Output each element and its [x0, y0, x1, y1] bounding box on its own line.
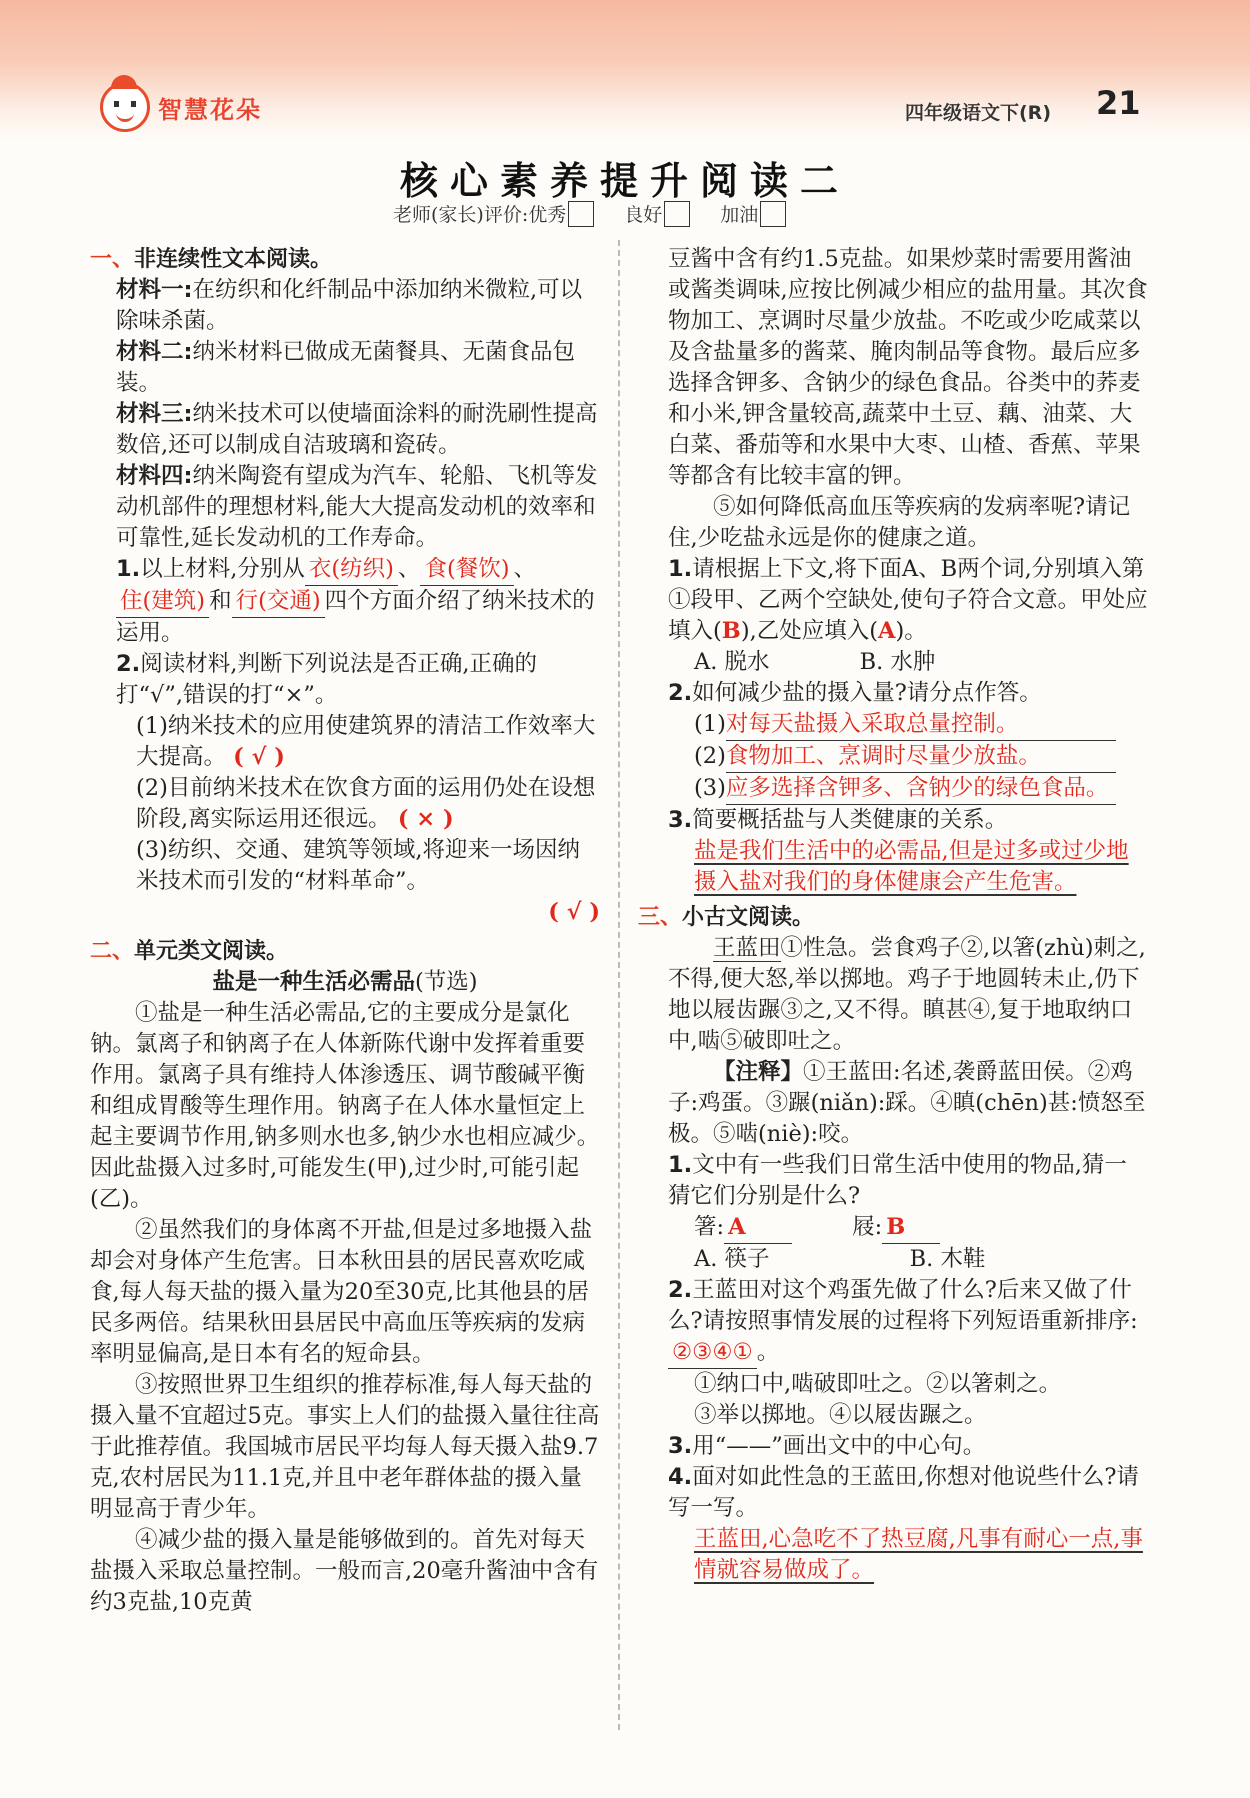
s3-question-4: 4.面对如此性急的王蓝田,你想对他说些什么?请写一写。 [668, 1464, 1139, 1521]
section1-heading: 一、非连续性文本阅读。 [90, 247, 333, 272]
s1-q2-item-1-answer[interactable]: ( √ ) [233, 744, 285, 770]
s3-q2-answer[interactable]: ②③④① [668, 1337, 757, 1369]
s3-question-1: 1.文中有一些我们日常生活中使用的物品,猜一猜它们分别是什么? [668, 1152, 1127, 1209]
s1-q1-answer-2[interactable]: 食(餐饮) [420, 554, 513, 586]
eval-option-excellent: 优秀 [528, 204, 567, 226]
s2-question-1: 1.请根据上下文,将下面A、B两个词,分别填入第①段甲、乙两个空缺处,使句子符合文意。甲处应填入(B),乙处应填入(A)。 [668, 556, 1148, 644]
s1-q2-item-3: (3)纺织、交通、建筑等领域,将迎来一场因纳米技术而引发的“材料革命”。 [136, 837, 581, 894]
s2-q1-answer-a[interactable]: B [721, 618, 741, 644]
section2-heading: 二、单元类文阅读。 [90, 939, 289, 964]
eval-checkbox-keep-going[interactable] [760, 201, 786, 227]
column-divider [618, 240, 620, 1730]
classical-passage: 王蓝田①性急。尝食鸡子②,以箸(zhù)刺之,不得,便大怒,举以掷地。鸡子于地圆转未止,仍下地以屐齿蹍③之,又不得。瞋甚④,复于地取纳口中,啮⑤破即吐之。 [668, 935, 1146, 1054]
s1-q2-item-1: (1)纳米技术的应用使建筑界的清洁工作效率大大提高。 ( √ ) [136, 713, 596, 770]
section3-heading: 三、小古文阅读。 [638, 905, 815, 930]
material-1: 材料一:在纺织和化纤制品中添加纳米微粒,可以除味杀菌。 [116, 277, 583, 334]
s3-q1-answers: 箸: A 屐: B [668, 1212, 1148, 1244]
flower-face-icon [100, 82, 150, 132]
s1-question-1: 1.以上材料,分别从 衣(纺织) 、 食(餐饮) 、住(建筑) 和 行(交通) 四个方面介绍了纳米技术的运用。 [116, 556, 595, 646]
eval-checkbox-excellent[interactable] [568, 201, 594, 227]
article-paragraph-1: ①盐是一种生活必需品,它的主要成分是氯化钠。氯离子和钠离子在人体新陈代谢中发挥着重要作用。氯离子具有维持人体渗透压、调节酸碱平衡和组成胃酸等生理作用。钠离子在人体水量恒定上起主要调节作用,钠多则水也多,钠少水也相应减少。因此盐摄入过多时,可能发生(甲),过少时,可能引起(乙)。 [90, 1000, 600, 1212]
page-number: 21 [1096, 84, 1141, 122]
s3-q4-answer[interactable]: 王蓝田,心急吃不了热豆腐,凡事有耐心一点,事情就容易做成了。 [694, 1526, 1143, 1583]
article-paragraph-4: ④减少盐的摄入量是能够做到的。首先对每天盐摄入采取总量控制。一般而言,20毫升酱油中含有约3克盐,10克黄 [90, 1527, 599, 1615]
article-title: 盐是一种生活必需品(节选) [212, 969, 478, 995]
article-paragraph-5: ⑤如何降低高血压等疾病的发病率呢?请记住,少吃盐永远是你的健康之道。 [668, 494, 1131, 551]
s1-q2-item-2-answer[interactable]: ( × ) [397, 806, 454, 832]
s3-q1-answer-a[interactable]: A [724, 1212, 792, 1244]
eval-option-good: 良好 [624, 204, 663, 226]
s1-q2-item-3-answer[interactable]: ( √ ) [548, 899, 600, 925]
s1-q1-answer-3[interactable]: 住(建筑) [116, 586, 209, 618]
s2-q2-answer-1[interactable]: (1)对每天盐摄入采取总量控制。 [668, 709, 1148, 741]
page-title: 核心素养提升阅读二 [399, 158, 850, 203]
s1-q2-item-2: (2)目前纳米技术在饮食方面的运用仍处在设想阶段,离实际运用还很远。 ( × ) [136, 775, 596, 832]
s2-q3-answer[interactable]: 盐是我们生活中的必需品,但是过多或过少地摄入盐对我们的身体健康会产生危害。 [694, 838, 1129, 895]
material-3: 材料三:纳米技术可以使墙面涂料的耐洗刷性提高数倍,还可以制成自洁玻璃和瓷砖。 [116, 401, 598, 458]
s3-q2-options-2: ③举以掷地。④以屐齿蹍之。 [694, 1402, 987, 1428]
s1-question-2: 2.阅读材料,判断下列说法是否正确,正确的打“√”,错误的打“×”。 [116, 651, 538, 708]
material-2: 材料二:纳米材料已做成无菌餐具、无菌食品包装。 [116, 339, 576, 396]
brand-name: 智慧花朵 [158, 95, 262, 124]
evaluation-label: 老师(家长)评价: [393, 204, 529, 226]
material-4: 材料四:纳米陶瓷有望成为汽车、轮船、飞机等发动机部件的理想材料,能大大提高发动机的效率和可靠性,延长发动机的工作寿命。 [116, 463, 598, 551]
s1-q1-answer-4[interactable]: 行(交通) [232, 586, 325, 618]
s2-question-3: 3.简要概括盐与人类健康的关系。 [668, 807, 1008, 833]
s1-q1-answer-1[interactable]: 衣(纺织) [305, 554, 398, 586]
s2-q1-options: A. 脱水 B. 水肿 [694, 649, 936, 675]
eval-checkbox-good[interactable] [664, 201, 690, 227]
s3-question-3: 3.用“——”画出文中的中心句。 [668, 1433, 986, 1459]
s3-q1-options: A. 筷子 B. 木鞋 [694, 1246, 986, 1272]
s3-q2-options-1: ①纳口中,啮破即吐之。②以箸刺之。 [694, 1371, 1062, 1397]
grade-subject: 四年级语文下(R) [905, 102, 1051, 124]
eval-option-keep-going: 加油 [720, 204, 759, 226]
passage-notes: 【注释】①王蓝田:名述,袭爵蓝田侯。②鸡子:鸡蛋。③蹍(niǎn):踩。④瞋(chēn)甚:愤怒至极。⑤啮(niè):咬。 [668, 1059, 1146, 1147]
evaluation-row [393, 200, 816, 227]
article-paragraph-2: ②虽然我们的身体离不开盐,但是过多地摄入盐却会对身体产生危害。日本秋田县的居民喜欢吃咸食,每人每天盐的摄入量为20至30克,比其他县的居民多两倍。结果秋田县居民中高血压等疾病的发病率明显偏高,是日本有名的短命县。 [90, 1217, 593, 1367]
s3-q1-answer-b[interactable]: B [882, 1212, 940, 1244]
article-paragraph-4-cont: 豆酱中含有约1.5克盐。如果炒菜时需要用酱油或酱类调味,应按比例减少相应的盐用量。其次食物加工、烹调时尽量少放盐。不吃或少吃咸菜以及含盐量多的酱菜、腌肉制品等食物。最后应多选择含钾多、含钠少的绿色食品。谷类中的荞麦和小米,钾含量较高,蔬菜中土豆、藕、油菜、大白菜、番茄等和水果中大枣、山楂、香蕉、苹果等都含有比较丰富的钾。 [668, 246, 1148, 489]
s3-question-2: 2.王蓝田对这个鸡蛋先做了什么?后来又做了什么?请按照事情发展的过程将下列短语重新排序:②③④① 。 [668, 1275, 1148, 1369]
right-column [638, 244, 1148, 1586]
s2-question-2: 2.如何减少盐的摄入量?请分点作答。 [668, 680, 1042, 706]
s2-q2-answer-3[interactable]: (3)应多选择含钾多、含钠少的绿色食品。 [668, 773, 1148, 805]
brand-logo [100, 82, 262, 132]
left-column [90, 244, 600, 1618]
s2-q2-answer-2[interactable]: (2)食物加工、烹调时尽量少放盐。 [668, 741, 1148, 773]
article-paragraph-3: ③按照世界卫生组织的推荐标准,每人每天盐的摄入量不宜超过5克。事实上人们的盐摄入量往往高于此推荐值。我国城市居民平均每人每天摄入盐9.7克,农村居民为11.1克,并且中老年群体盐的摄入量明显高于青少年。 [90, 1372, 600, 1522]
s2-q1-answer-b[interactable]: A [878, 618, 896, 644]
